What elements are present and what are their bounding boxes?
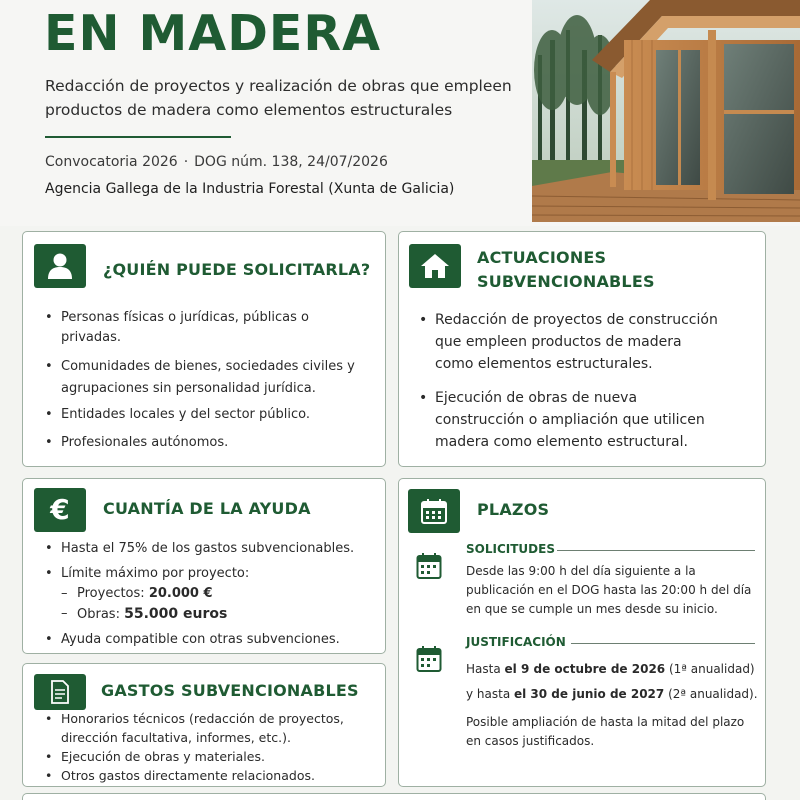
- justificacion-text-1: [466, 660, 761, 679]
- justificacion-extension: Posible ampliación de hasta la mitad del plazo en casos justificados.: [466, 715, 745, 748]
- expenses-list: [43, 709, 381, 785]
- text-span: y hasta: [466, 687, 514, 701]
- title-divider: [45, 136, 231, 138]
- euro-icon: €: [34, 488, 86, 532]
- proyectos-label: Proyectos:: [77, 586, 145, 601]
- card-actuaciones: [398, 231, 766, 467]
- justificacion-heading: JUSTIFICACIÓN: [466, 635, 566, 649]
- sublist-item: [61, 604, 379, 625]
- proyectos-value: 20.000 €: [148, 586, 213, 601]
- list-item: • Entidades locales y del sector público.: [43, 405, 373, 425]
- calendar-icon: [416, 645, 442, 677]
- card-title: GASTOS SUBVENCIONABLES: [101, 681, 359, 700]
- solicitudes-divider: [557, 550, 755, 551]
- list-item: • Ejecución de obras de nueva construcción o ampliación que utilicen madera como elemento estructural.: [417, 387, 723, 453]
- amount-list: [43, 539, 379, 650]
- list-item: • Redacción de proyectos de construcción que empleen productos de madera como elementos estructurales.: [417, 309, 723, 375]
- convocatoria-year: Convocatoria 2026: [45, 154, 178, 170]
- agency-name: Agencia Gallega de la Industria Forestal (Xunta de Galicia): [45, 181, 455, 197]
- card-plazos: [398, 478, 766, 787]
- page-subtitle: Redacción de proyectos y realización de obras que empleen productos de madera como elementos estructurales: [45, 77, 512, 119]
- obras-label: Obras:: [77, 607, 120, 622]
- house-icon: [409, 244, 461, 288]
- justificacion-divider: [571, 643, 755, 644]
- solicitudes-heading: SOLICITUDES: [466, 542, 555, 556]
- calendar-icon: [416, 552, 442, 584]
- list-item: • Honorarios técnicos (redacción de proyectos, dirección facultativa, informes, etc.).: [43, 709, 381, 747]
- solicitudes-text: Desde las 9:00 h del día siguiente a la publicación en el DOG hasta las 20:00 h del día en que se cumple un mes desde su inicio.: [466, 564, 752, 616]
- wooden-house-photo: [532, 0, 800, 222]
- list-item: [43, 564, 379, 625]
- list-item: • Otros gastos directamente relacionados.: [43, 766, 381, 785]
- calendar-icon: [408, 489, 460, 533]
- convocatoria-line: [45, 154, 388, 170]
- card-title-line-1: ACTUACIONES: [477, 248, 607, 267]
- date-1: el 9 de octubre de 2026: [504, 662, 666, 676]
- list-item: • Hasta el 75% de los gastos subvencionables.: [43, 539, 379, 559]
- limit-label: Límite máximo por proyecto:: [61, 566, 250, 581]
- list-item: • Personas físicas o jurídicas, públicas o privadas.: [43, 308, 373, 348]
- card-title: ¿QUIÉN PUEDE SOLICITARLA?: [103, 260, 371, 279]
- separator-dot: ·: [183, 154, 189, 170]
- card-title: CUANTÍA DE LA AYUDA: [103, 499, 311, 518]
- date-2: el 30 de junio de 2027: [514, 687, 665, 701]
- card-title: PLAZOS: [477, 500, 550, 519]
- text-span: (2ª anualidad).: [664, 687, 758, 701]
- header: [0, 0, 800, 226]
- text-span: (1ª anualidad): [665, 662, 755, 676]
- eligibility-list: [43, 308, 373, 453]
- card-cuantia: [22, 478, 386, 654]
- card-title-line-2: SUBVENCIONABLES: [477, 272, 655, 291]
- sublist-item: [61, 584, 379, 604]
- limit-sublist: [61, 584, 379, 625]
- page-title: EN MADERA: [44, 5, 382, 62]
- bottom-card-edge: [22, 793, 766, 800]
- list-item: • Profesionales autónomos.: [43, 433, 373, 453]
- person-icon: [34, 244, 86, 288]
- list-item: • Ejecución de obras y materiales.: [43, 747, 381, 766]
- dog-reference: DOG núm. 138, 24/07/2026: [194, 154, 388, 170]
- text-span: Hasta: [466, 662, 505, 676]
- actions-list: [417, 309, 723, 453]
- obras-value: 55.000 euros: [124, 606, 228, 622]
- card-quien-puede: [22, 231, 386, 467]
- list-item: • Comunidades de bienes, sociedades civiles y agrupaciones sin personalidad jurídica.: [43, 356, 373, 400]
- card-gastos: [22, 663, 386, 787]
- justificacion-text-2: [466, 685, 761, 704]
- list-item: • Ayuda compatible con otras subvenciones.: [43, 630, 379, 650]
- card-title: [477, 246, 655, 294]
- document-icon: [34, 674, 86, 710]
